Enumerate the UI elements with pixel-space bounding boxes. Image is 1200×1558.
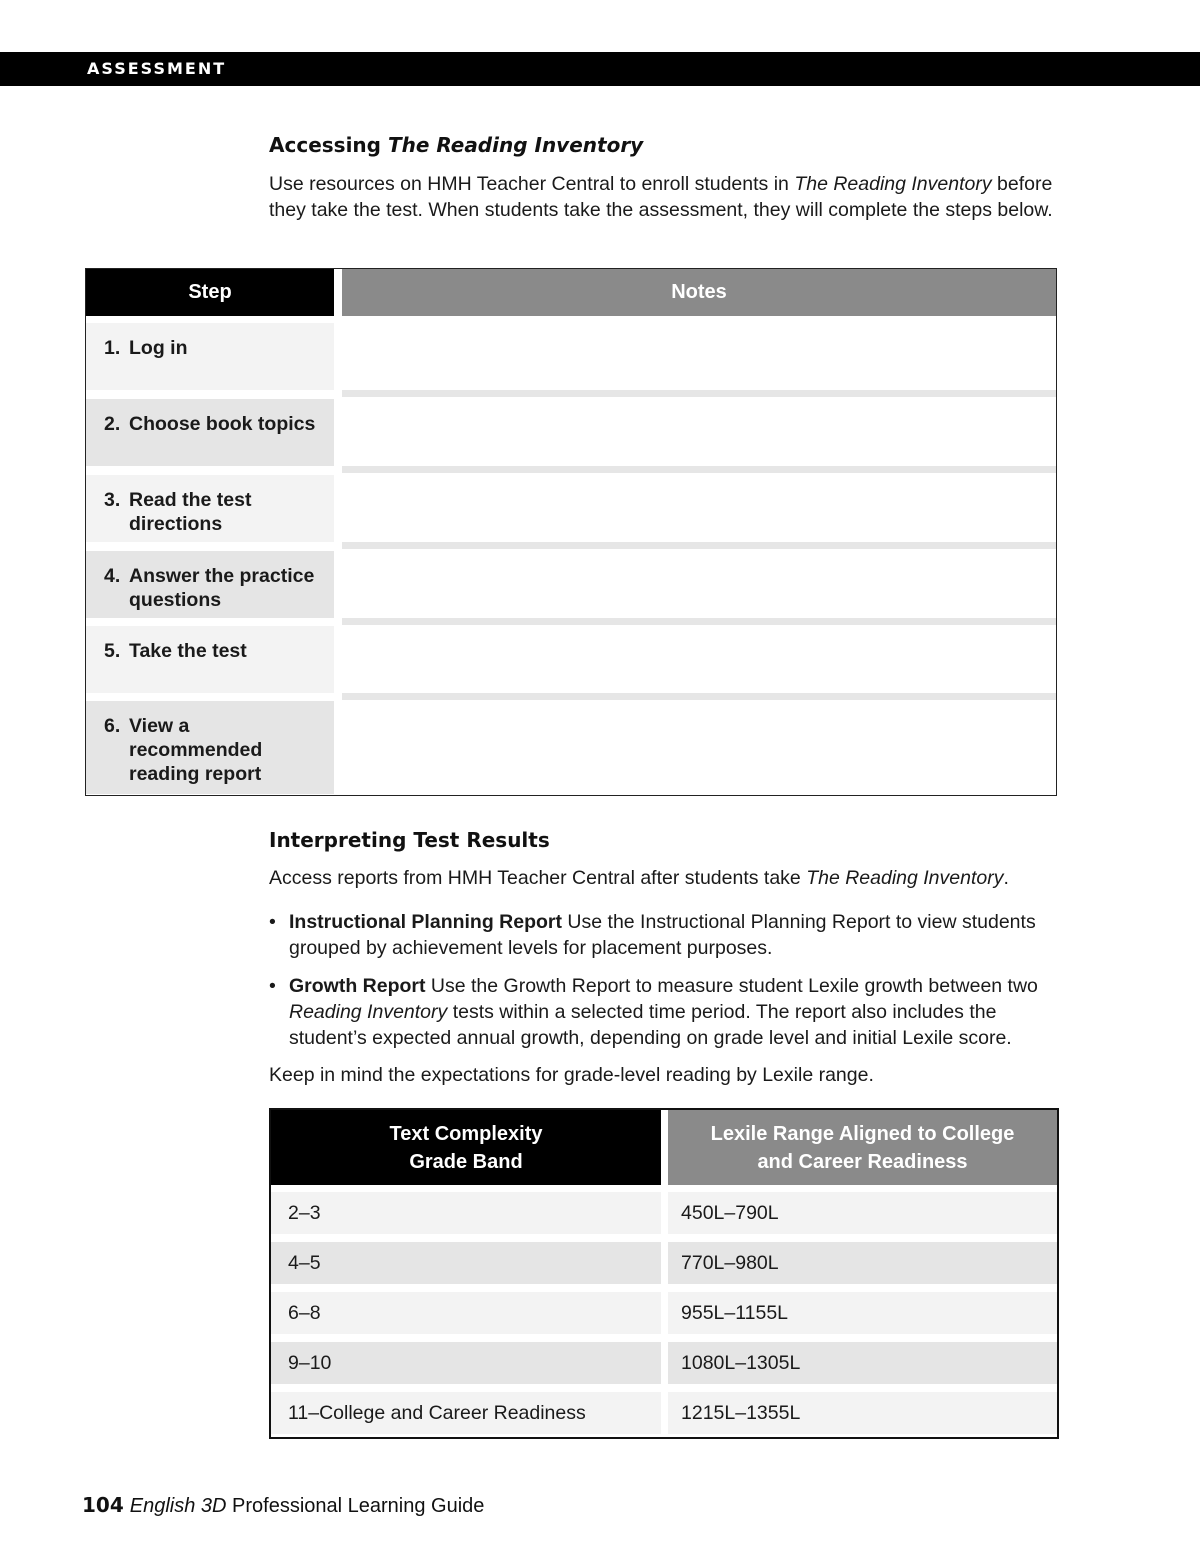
book-title: English 3D bbox=[129, 1495, 227, 1517]
lexile-header-band: Text Complexity Grade Band bbox=[271, 1110, 661, 1185]
section-banner bbox=[0, 52, 1200, 86]
lexile-range-cell: 1080L–1305L bbox=[668, 1342, 1057, 1384]
steps-table bbox=[85, 268, 1057, 796]
lexile-range-cell: 770L–980L bbox=[668, 1242, 1057, 1284]
step-label: Take the test bbox=[129, 640, 247, 662]
step-row-label bbox=[86, 551, 334, 618]
step-notes-cell[interactable] bbox=[342, 475, 1056, 542]
lexile-band-cell: 11–College and Career Readiness bbox=[271, 1392, 661, 1434]
page-number: 104 bbox=[82, 1493, 124, 1517]
step-number: 4. bbox=[104, 565, 121, 587]
lexile-band-cell: 9–10 bbox=[271, 1342, 661, 1384]
interpreting-intro: Access reports from HMH Teacher Central after students take The Reading Inventory. bbox=[269, 867, 1009, 889]
accessing-intro: Use resources on HMH Teacher Central to enroll students in The Reading Inventory before they take the test. When students take the assessment, they will complete the steps below. bbox=[269, 173, 1053, 221]
report-list bbox=[269, 909, 1069, 1063]
step-notes-cell[interactable] bbox=[342, 399, 1056, 466]
step-number: 5. bbox=[104, 640, 121, 662]
step-label: Read the test directions bbox=[129, 489, 252, 535]
section-label: ASSESSMENT bbox=[87, 59, 227, 78]
step-row-label bbox=[86, 475, 334, 542]
book-subtitle: Professional Learning Guide bbox=[226, 1495, 485, 1517]
lexile-band-cell: 4–5 bbox=[271, 1242, 661, 1284]
list-item: • Instructional Planning Report Use the Instructional Planning Report to view students grouped by achievement levels for placement purposes. bbox=[269, 909, 1069, 961]
lexile-range-cell: 450L–790L bbox=[668, 1192, 1057, 1234]
lexile-band-cell: 2–3 bbox=[271, 1192, 661, 1234]
step-number: 1. bbox=[104, 337, 121, 359]
lexile-range-cell: 955L–1155L bbox=[668, 1292, 1057, 1334]
notes-divider bbox=[342, 693, 1056, 700]
step-row-label bbox=[86, 701, 334, 794]
notes-divider bbox=[342, 618, 1056, 625]
interpreting-closing: Keep in mind the expectations for grade-level reading by Lexile range. bbox=[269, 1064, 874, 1086]
notes-divider bbox=[342, 466, 1056, 473]
steps-header-step: Step bbox=[86, 269, 334, 316]
steps-header-notes: Notes bbox=[342, 269, 1056, 316]
notes-divider bbox=[342, 390, 1056, 397]
step-row-label bbox=[86, 626, 334, 693]
step-label: Answer the practice questions bbox=[129, 565, 315, 611]
list-item: • Growth Report Use the Growth Report to measure student Lexile growth between two Reading Inventory tests within a selected time period. The report also includes the student’s expected annual growth, depending on grade level and initial Lexile score. bbox=[269, 973, 1069, 1051]
lexile-header-range: Lexile Range Aligned to College and Career Readiness bbox=[668, 1110, 1057, 1185]
step-row-label bbox=[86, 399, 334, 466]
step-number: 6. bbox=[104, 715, 121, 737]
step-notes-cell[interactable] bbox=[342, 323, 1056, 390]
step-label: Log in bbox=[129, 337, 188, 359]
interpreting-heading: Interpreting Test Results bbox=[269, 828, 550, 852]
lexile-table bbox=[269, 1108, 1059, 1439]
step-notes-cell[interactable] bbox=[342, 626, 1056, 693]
lexile-range-cell: 1215L–1355L bbox=[668, 1392, 1057, 1434]
step-number: 3. bbox=[104, 489, 121, 511]
accessing-heading: Accessing The Reading Inventory bbox=[269, 133, 644, 157]
step-row-label bbox=[86, 323, 334, 390]
page-footer bbox=[82, 1493, 484, 1518]
step-number: 2. bbox=[104, 413, 121, 435]
step-label: View a recommended reading report bbox=[129, 715, 263, 785]
step-notes-cell[interactable] bbox=[342, 701, 1056, 793]
step-notes-cell[interactable] bbox=[342, 551, 1056, 618]
step-label: Choose book topics bbox=[129, 413, 316, 435]
notes-divider bbox=[342, 542, 1056, 549]
lexile-band-cell: 6–8 bbox=[271, 1292, 661, 1334]
